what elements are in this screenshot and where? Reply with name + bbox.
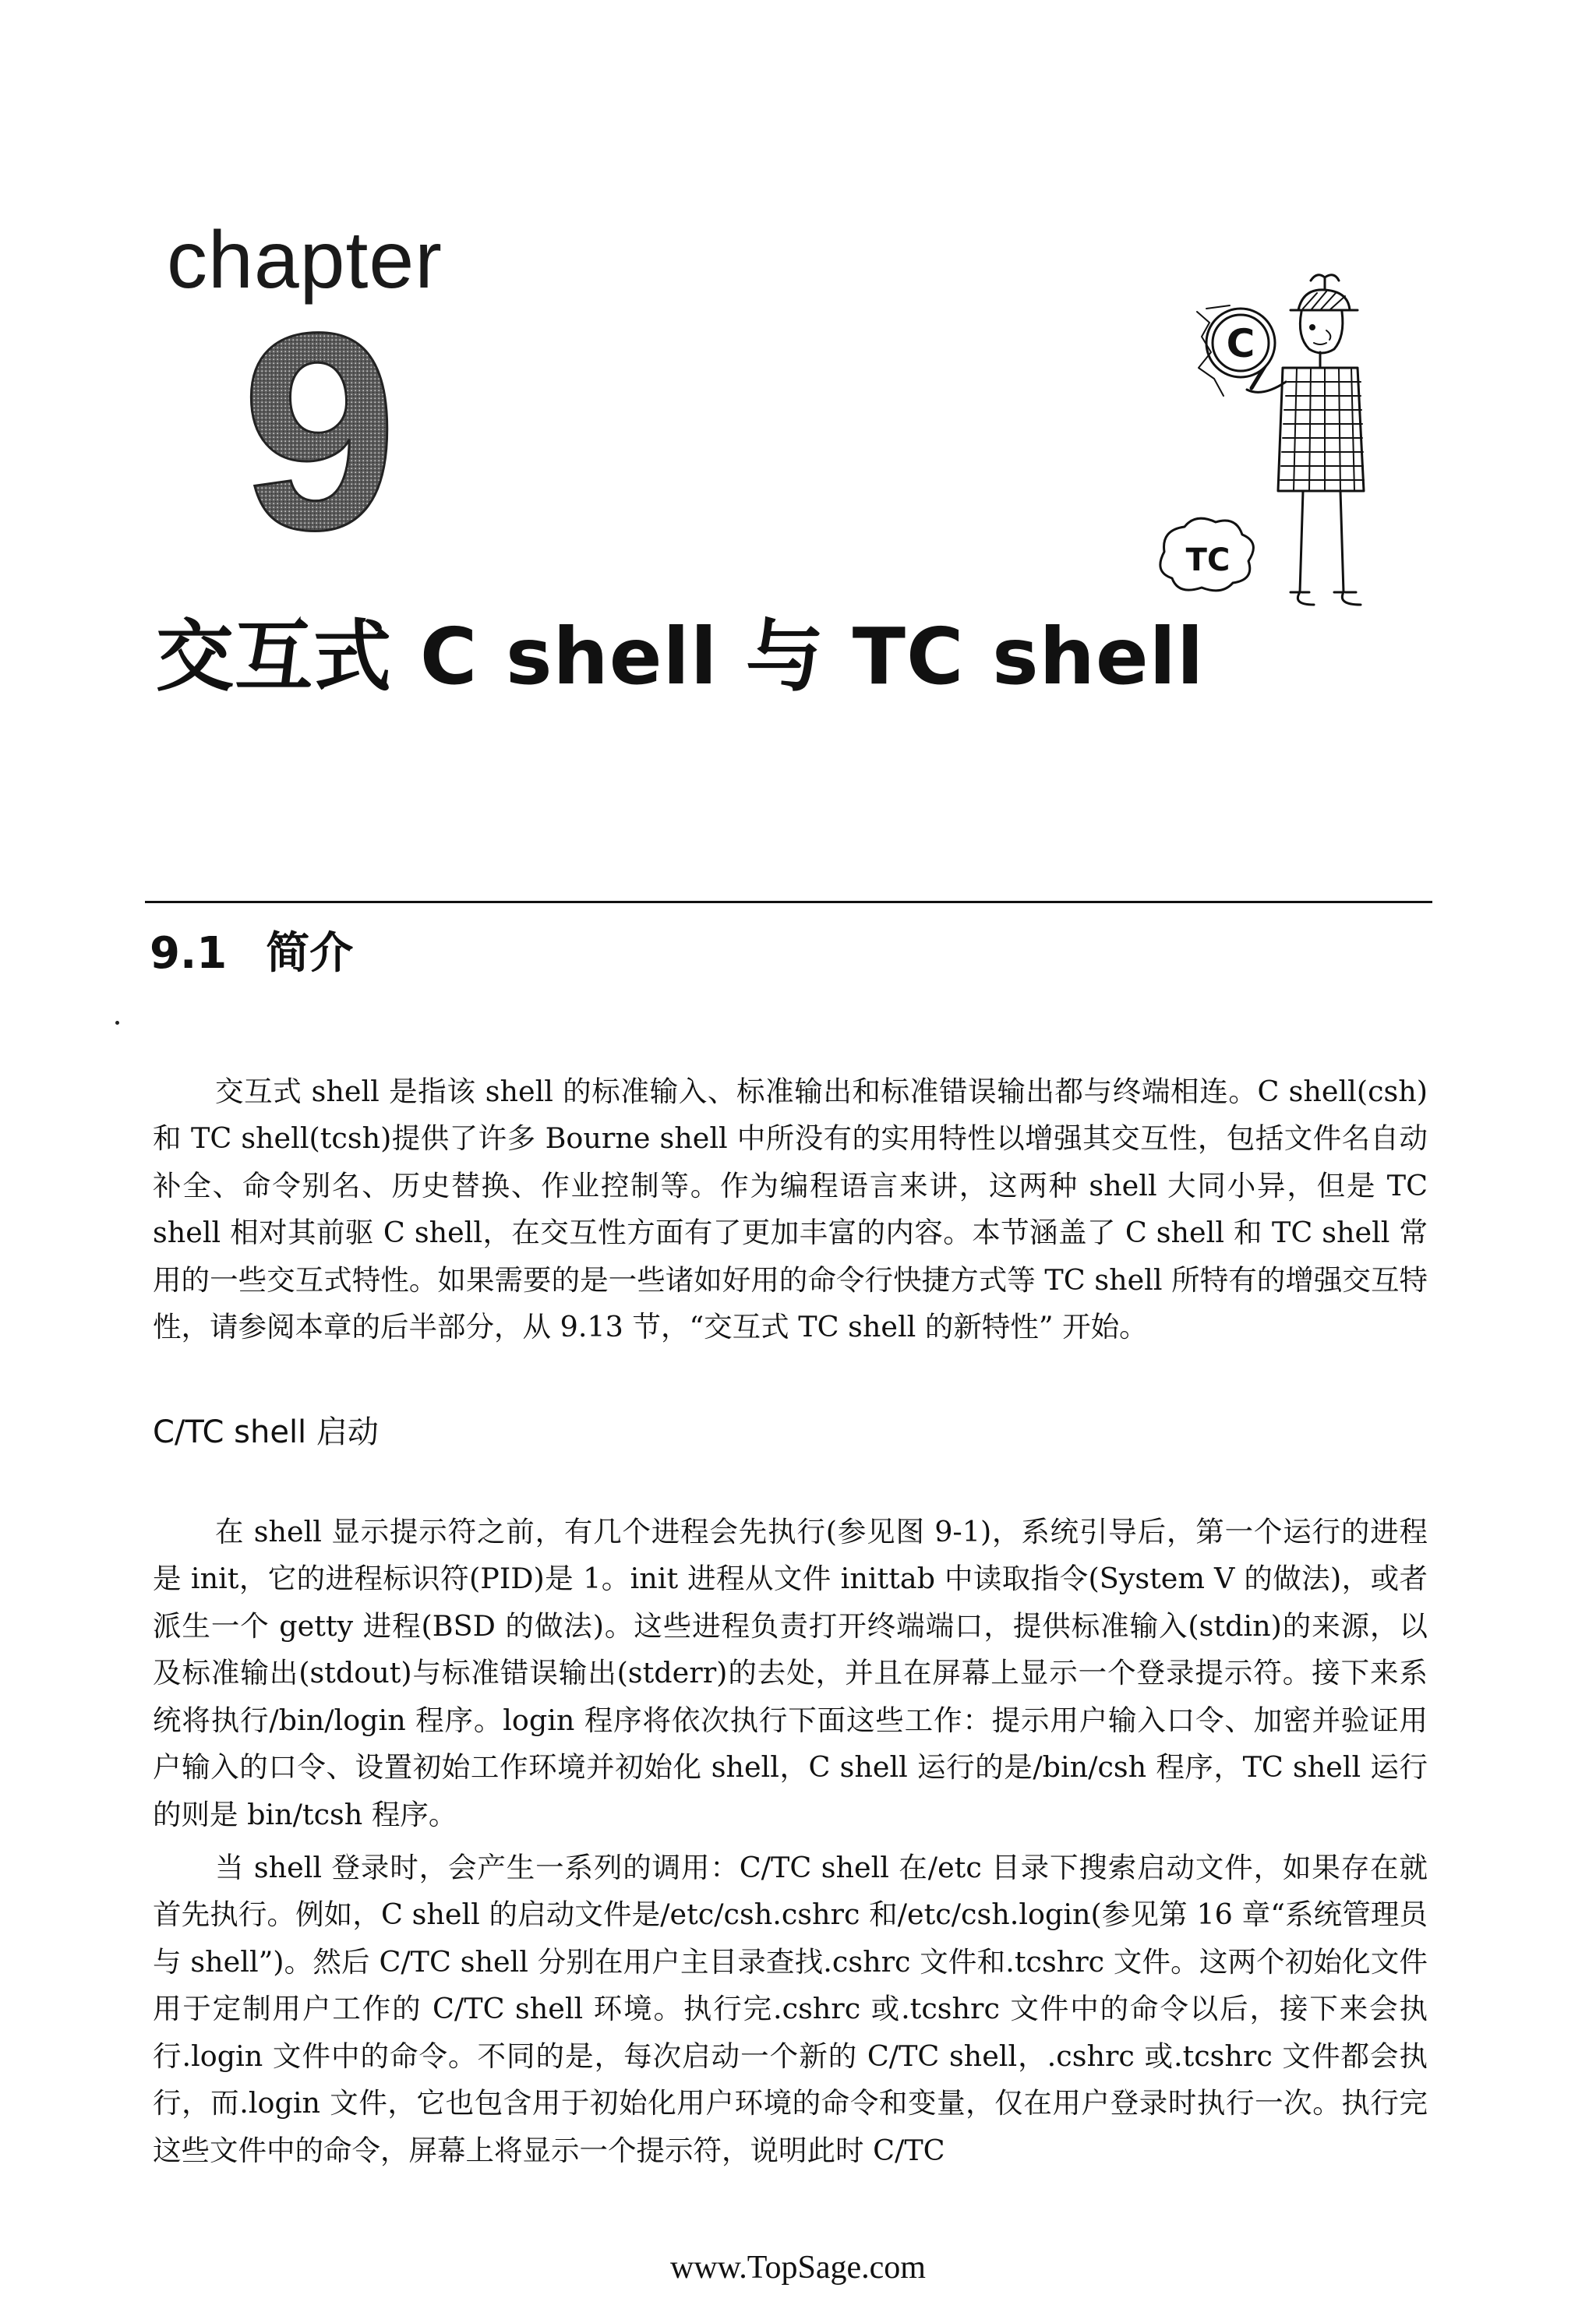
scan-speck	[115, 1021, 119, 1025]
intro-paragraph: 交互式 shell 是指该 shell 的标准输入、标准输出和标准错误输出都与终端相连。C shell(csh)和 TC shell(tcsh)提供了许多 Bourne shell 中所没有的实用特性以增强其交互性，包括文件名自动补全、命令别名、历史替换、作业控制等。作为编程语言来讲，这两种 shell 大同小异，但是 TC shell 相对其前驱 C shell，在交互性方面有了更加丰富的内容。本节涵盖了 C shell 和 TC shell 常用的一些交互式特性。如果需要的是一些诸如好用的命令行快捷方式等 TC shell 所特有的增强交互特性，请参阅本章的后半部分，从 9.13 节，“交互式 TC shell 的新特性” 开始。	[153, 1074, 1428, 1343]
badge-tc: TC	[1185, 542, 1231, 578]
section-title: 简介	[266, 928, 354, 979]
chapter-number-glyph: 9	[241, 320, 398, 545]
chapter-label: chapter	[167, 215, 443, 305]
chapter-number	[234, 320, 405, 545]
subsection-heading: C/TC shell 启动	[153, 1414, 379, 1450]
startup-paragraph-1: 在 shell 显示提示符之前，有几个进程会先执行(参见图 9-1)，系统引导后，第一个运行的进程是 init，它的进程标识符(PID)是 1。init 进程从文件 inittab 中读取指令(System V 的做法)，或者派生一个 getty 进程(BSD 的做法)。这些进程负责打开终端端口，提供标准输入(stdin)的来源，以及标准输出(stdout)与标准错误输出(stderr)的去处，并且在屏幕上显示一个登录提示符。接下来系统将执行/bin/login 程序。login 程序将依次执行下面这些工作：提示用户输入口令、加密并验证用户输入的口令、设置初始工作环境并初始化 shell，C shell 运行的是/bin/csh 程序，TC shell 运行的则是 bin/tcsh 程序。	[153, 1514, 1428, 1831]
startup-paragraph-2: 当 shell 登录时，会产生一系列的调用：C/TC shell 在/etc 目录下搜索启动文件，如果存在就首先执行。例如，C shell 的启动文件是/etc/csh.cshrc 和/etc/csh.login(参见第 16 章“系统管理员与 shell”)。然后 C/TC shell 分别在用户主目录查找.cshrc 文件和.tcshrc 文件。这两个初始化文件用于定制用户工作的 C/TC shell 环境。执行完.cshrc 或.tcshrc 文件中的命令以后，接下来会执行.login 文件中的命令。不同的是，每次启动一个新的 C/TC shell，.cshrc 或.tcshrc 文件都会执行，而.login 文件，它也包含用于初始化用户环境的命令和变量，仅在用户登录时执行一次。执行完这些文件中的命令，屏幕上将显示一个提示符，说明此时 C/TC	[153, 1850, 1428, 2167]
chapter-title: 交互式 C shell 与 TC shell	[156, 611, 1205, 702]
footer-url: www.TopSage.com	[670, 2250, 926, 2286]
section-divider	[145, 901, 1432, 903]
section-heading	[150, 928, 354, 979]
detective-with-magnifier-icon	[1130, 265, 1387, 623]
badge-c: C	[1226, 321, 1255, 366]
section-number: 9.1	[150, 928, 228, 979]
